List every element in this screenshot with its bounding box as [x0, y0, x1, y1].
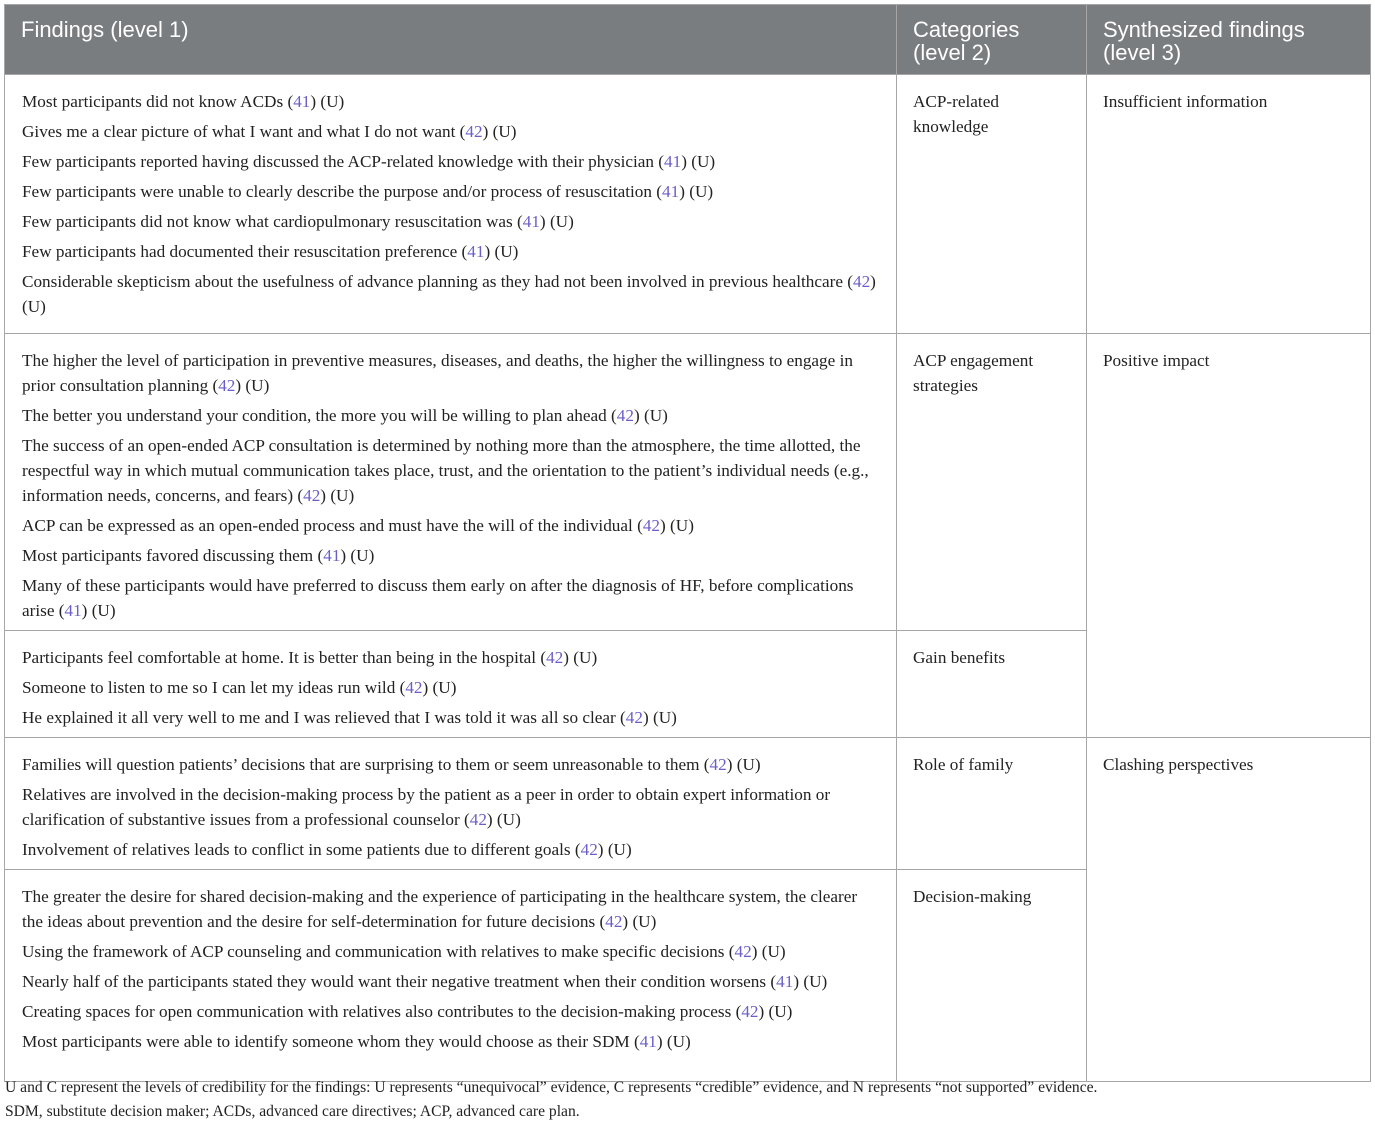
finding-item: Creating spaces for open communication with relatives also contributes to the decision-making process (42) (U) — [22, 1002, 793, 1021]
reference-link[interactable]: 42 — [218, 376, 236, 395]
reference-link[interactable]: 42 — [642, 516, 661, 535]
reference-link[interactable]: 42 — [852, 272, 871, 291]
synthesized-cell: Clashing perspectives — [1087, 738, 1371, 1082]
footnote-abbreviations: SDM, substitute decision maker; ACDs, advanced care directives; ACP, advanced care plan. — [5, 1103, 580, 1120]
reference-link[interactable]: 42 — [405, 678, 423, 697]
synthesis-table — [4, 4, 1371, 1082]
category-cell: Role of family — [897, 738, 1087, 870]
finding-item: The greater the desire for shared decision-making and the experience of participating in the healthcare system, the clearer the ideas about prevention and the desire for self-determination for future decisions (42) (U) — [22, 887, 858, 931]
synthesized-cell: Positive impact — [1087, 334, 1371, 738]
category-cell: Gain benefits — [897, 631, 1087, 738]
header-findings: Findings (level 1) — [5, 5, 897, 75]
reference-link[interactable]: 41 — [64, 601, 82, 620]
category-cell: ACP engagement strategies — [897, 334, 1087, 631]
reference-link[interactable]: 41 — [323, 546, 341, 565]
synthesized-cell: Insufficient information — [1087, 75, 1371, 334]
findings-cell — [5, 75, 897, 334]
finding-item: Most participants did not know ACDs (41) (U) — [22, 92, 345, 111]
table-row — [5, 738, 1371, 870]
header-synthesized: Synthesized findings (level 3) — [1087, 5, 1371, 75]
table-footnote — [5, 1076, 1365, 1124]
category-cell: Decision-making — [897, 870, 1087, 1082]
finding-item: Gives me a clear picture of what I want and what I do not want (42) (U) — [22, 122, 517, 141]
finding-item: Someone to listen to me so I can let my ideas run wild (42) (U) — [22, 678, 457, 697]
reference-link[interactable]: 41 — [662, 182, 680, 201]
reference-link[interactable]: 41 — [664, 152, 682, 171]
reference-link[interactable]: 41 — [293, 92, 311, 111]
reference-link[interactable]: 41 — [522, 212, 540, 231]
finding-item: Few participants reported having discussed the ACP-related knowledge with their physician (41) (U) — [22, 152, 716, 171]
finding-item: Using the framework of ACP counseling and communication with relatives to make specific decisions (42) (U) — [22, 942, 786, 961]
finding-item: ACP can be expressed as an open-ended process and must have the will of the individual (42) (U) — [22, 516, 694, 535]
reference-link[interactable]: 42 — [605, 912, 623, 931]
header-categories: Categories (level 2) — [897, 5, 1087, 75]
finding-item: Few participants were unable to clearly describe the purpose and/or process of resuscitation (41) (U) — [22, 182, 714, 201]
header-row — [5, 5, 1371, 75]
reference-link[interactable]: 42 — [303, 486, 321, 505]
finding-item: Few participants had documented their resuscitation preference (41) (U) — [22, 242, 519, 261]
finding-item: Many of these participants would have preferred to discuss them early on after the diagnosis of HF, before complications arise (41) (U) — [22, 576, 854, 620]
table-row — [5, 75, 1371, 334]
finding-item: The success of an open-ended ACP consultation is determined by nothing more than the atmosphere, the time allotted, the respectful way in which mutual communication takes place, trust, and the orientation to the patient’s individual needs (e.g., information needs, concerns, and fears) (42) (U) — [22, 436, 869, 505]
reference-link[interactable]: 42 — [734, 942, 752, 961]
finding-item: The higher the level of participation in preventive measures, diseases, and deaths, the higher the willingness to engage in prior consultation planning (42) (U) — [22, 351, 853, 395]
findings-cell — [5, 870, 897, 1082]
reference-link[interactable]: 42 — [546, 648, 564, 667]
finding-item: Nearly half of the participants stated they would want their negative treatment when their condition worsens (41) (U) — [22, 972, 828, 991]
reference-link[interactable]: 42 — [465, 122, 483, 141]
finding-item: Considerable skepticism about the usefulness of advance planning as they had not been involved in previous healthcare (42) (U) — [22, 272, 876, 316]
findings-cell — [5, 738, 897, 870]
reference-link[interactable]: 42 — [580, 840, 598, 859]
finding-item: Most participants were able to identify someone whom they would choose as their SDM (41) (U) — [22, 1032, 691, 1051]
footnote-credibility: U and C represent the levels of credibility for the findings: U represents “unequivocal” evidence, C represents “credible” evidence, and N represents “not supported” evidence. — [5, 1079, 1098, 1096]
findings-cell — [5, 631, 897, 738]
table-row — [5, 334, 1371, 631]
finding-item: Relatives are involved in the decision-making process by the patient as a peer in order to obtain expert information or clarification of substantive issues from a professional counselor (42) (U) — [22, 785, 831, 829]
reference-link[interactable]: 41 — [639, 1032, 657, 1051]
reference-link[interactable]: 42 — [709, 755, 727, 774]
finding-item: Families will question patients’ decisions that are surprising to them or seem unreasonable to them (42) (U) — [22, 755, 761, 774]
finding-item: Few participants did not know what cardiopulmonary resuscitation was (41) (U) — [22, 212, 574, 231]
reference-link[interactable]: 41 — [776, 972, 794, 991]
reference-link[interactable]: 41 — [467, 242, 485, 261]
finding-item: Involvement of relatives leads to conflict in some patients due to different goals (42) (U) — [22, 840, 632, 859]
findings-cell — [5, 334, 897, 631]
reference-link[interactable]: 42 — [616, 406, 634, 425]
category-cell: ACP-related knowledge — [897, 75, 1087, 334]
reference-link[interactable]: 42 — [741, 1002, 759, 1021]
finding-item: Participants feel comfortable at home. It is better than being in the hospital (42) (U) — [22, 648, 598, 667]
reference-link[interactable]: 42 — [469, 810, 487, 829]
finding-item: Most participants favored discussing them (41) (U) — [22, 546, 375, 565]
finding-item: He explained it all very well to me and I was relieved that I was told it was all so clear (42) (U) — [22, 708, 677, 727]
finding-item: The better you understand your condition, the more you will be willing to plan ahead (42) (U) — [22, 406, 668, 425]
reference-link[interactable]: 42 — [625, 708, 643, 727]
